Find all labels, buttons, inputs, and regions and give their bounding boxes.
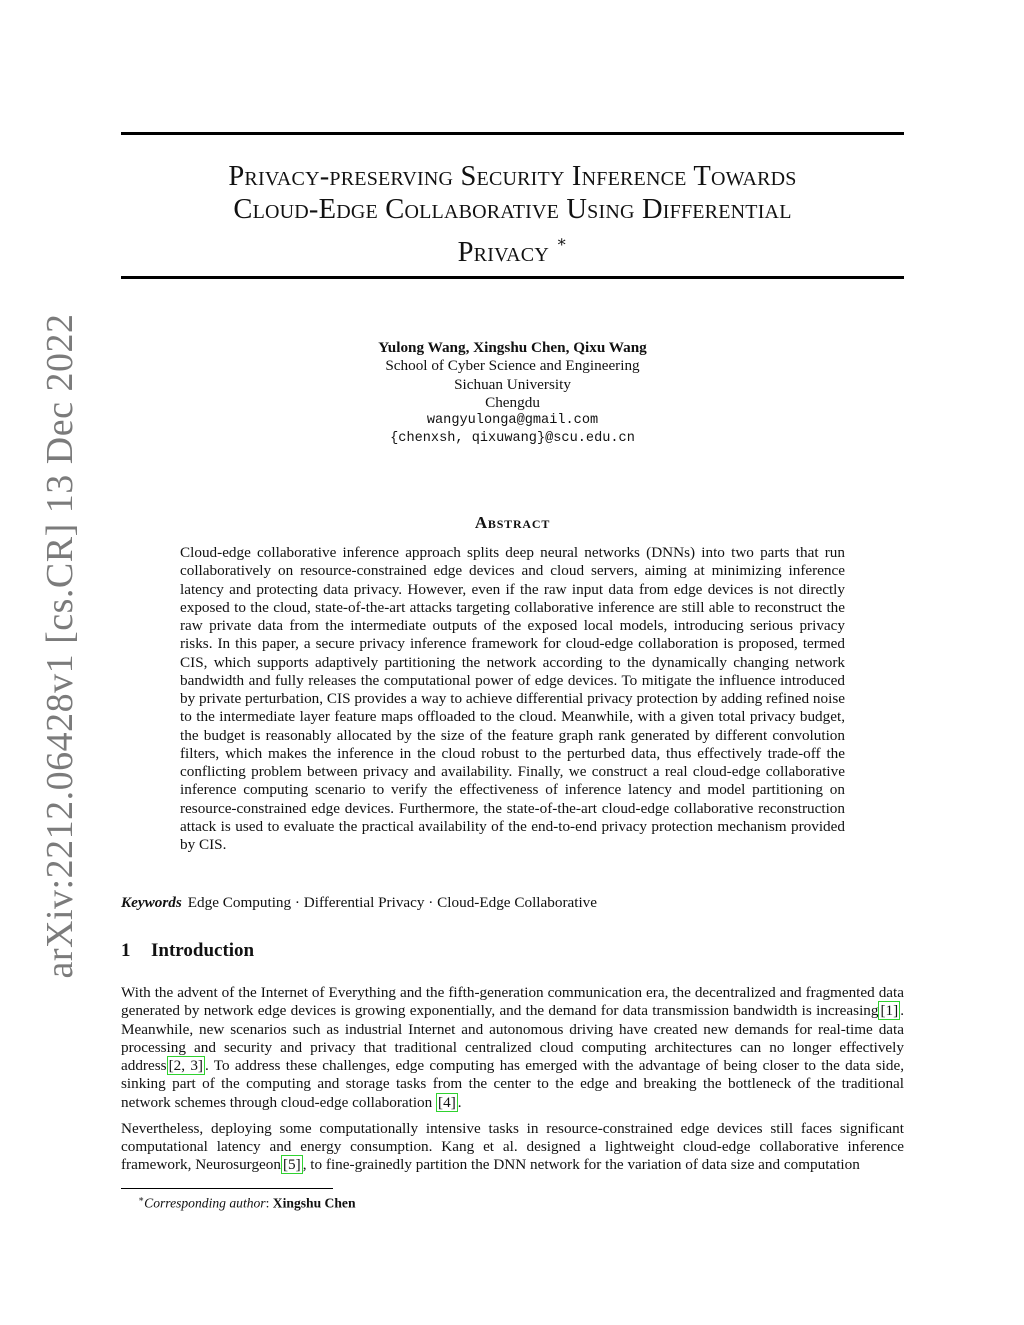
footnote-separator: :	[265, 1195, 273, 1211]
introduction-body	[121, 984, 904, 1183]
section-number: 1	[121, 940, 131, 961]
paper-title	[121, 160, 904, 269]
author-block	[121, 339, 904, 449]
citation-link[interactable]: [4]	[438, 1093, 456, 1111]
citation-link[interactable]: [1]	[880, 1002, 899, 1020]
intro-paragraph-2	[121, 1120, 904, 1175]
abstract-text: Cloud-edge collaborative inference approach splits deep neural networks (DNNs) into two parts that run collaboratively on resource-constrained edge devices and cloud servers, aiming at minimizing inference latency and protecting data privacy. However, even if the raw input data from edge devices is not directly exposed to the cloud, state-of-the-art attacks targeting collaborative inference are still able to reconstruct the raw private data from the intermediate outputs of the exposed local models, introducing serious privacy risks. In this paper, a secure privacy inference framework for cloud-edge collaboration is proposed, termed CIS, which supports adaptively partitioning the network according to the dynamically changing network bandwidth and fully releases the computational power of edge devices. To mitigate the influence introduced by private perturbation, CIS provides a way to achieve differential privacy protection by adding refined noise to the intermediate layer feature maps offloaded to the cloud. Meanwhile, with a given total privacy budget, the budget is reasonably allocated by the size of the feature graph rank generated by different convolution filters, which makes the inference in the cloud robust to the perturbed data, thus effectively trade-off the conflicting problem between privacy and availability. Finally, we construct a real cloud-edge collaborative inference computing scenario to verify the effectiveness of inference latency and model partitioning on resource-constrained edge devices. Furthermore, the state-of-the-art cloud-edge collaborative reconstruction attack is used to evaluate the practical availability of the end-to-end privacy protection mechanism provided by CIS.	[180, 544, 845, 853]
author-names: Yulong Wang, Xingshu Chen, Qixu Wang	[378, 339, 647, 356]
keywords-label: Keywords	[121, 894, 182, 911]
footnote-label: Corresponding author	[144, 1195, 266, 1211]
keywords-text: Edge Computing · Differential Privacy · Cloud-Edge Collaborative	[187, 894, 598, 911]
title-bottom-rule	[121, 276, 904, 279]
intro-p1-text-c: . To address these challenges, edge computing has emerged with the advantage of being closer to the data side, sinking part of the computing and storage tasks from the center to the edge and breaking the bottleneck of the traditional network schemes through cloud-edge collaboration	[121, 1057, 904, 1111]
title-line-1: Privacy-preserving Security Inference Towards	[228, 161, 797, 192]
intro-p1-text-d: .	[457, 1093, 462, 1111]
footnote	[138, 1191, 356, 1212]
keywords-line	[121, 894, 904, 912]
footnote-mark: ∗	[138, 1194, 145, 1204]
title-line-3: Privacy	[457, 237, 549, 268]
citation-link[interactable]: [5]	[282, 1156, 301, 1174]
section-title: Introduction	[151, 940, 255, 961]
author-city: Chengdu	[485, 393, 540, 411]
intro-paragraph-1	[121, 984, 904, 1112]
author-email-1[interactable]: wangyulonga@gmail.com	[426, 413, 599, 429]
citation-link[interactable]: [2, 3]	[168, 1057, 203, 1074]
footnote-author-name: Xingshu Chen	[272, 1195, 356, 1211]
intro-p1-text-a: With the advent of the Internet of Everything and the fifth-generation communication era, the decentralized and fragmented data generated by network edge devices is growing exponentially, and the demand for data transmission bandwidth is increasing	[121, 984, 904, 1020]
author-school: School of Cyber Science and Engineering	[385, 357, 640, 375]
author-university: Sichuan University	[454, 375, 571, 393]
arxiv-identifier: arXiv:2212.06428v1 [cs.CR] 13 Dec 2022	[39, 313, 81, 979]
title-footnote-mark[interactable]: ∗	[556, 234, 568, 251]
title-line-2: Cloud-Edge Collaborative Using Differential	[233, 194, 792, 225]
title-top-rule	[121, 132, 904, 135]
author-email-2[interactable]: {chenxsh, qixuwang}@scu.edu.cn	[390, 431, 635, 447]
intro-p2-text-b: , to fine-grainedly partition the DNN network for the variation of data size and computation	[302, 1156, 860, 1174]
intro-p2-text-a: Nevertheless, deploying some computationally intensive tasks in resource-constrained edge devices still faces significant computational latency and energy consumption. Kang et al. designed a lightweight cloud-edge collaborative inference framework, Neurosurgeon	[121, 1119, 904, 1174]
section-heading-introduction	[121, 940, 904, 962]
intro-p1-text-b: . Meanwhile, new scenarios such as industrial Internet and autonomous driving have created new demands for real-time data processing and security and privacy that traditional centralized cloud computing architectures can no longer effectively address	[121, 1002, 904, 1074]
footnote-rule	[121, 1188, 333, 1189]
abstract-heading: Abstract	[474, 513, 551, 532]
